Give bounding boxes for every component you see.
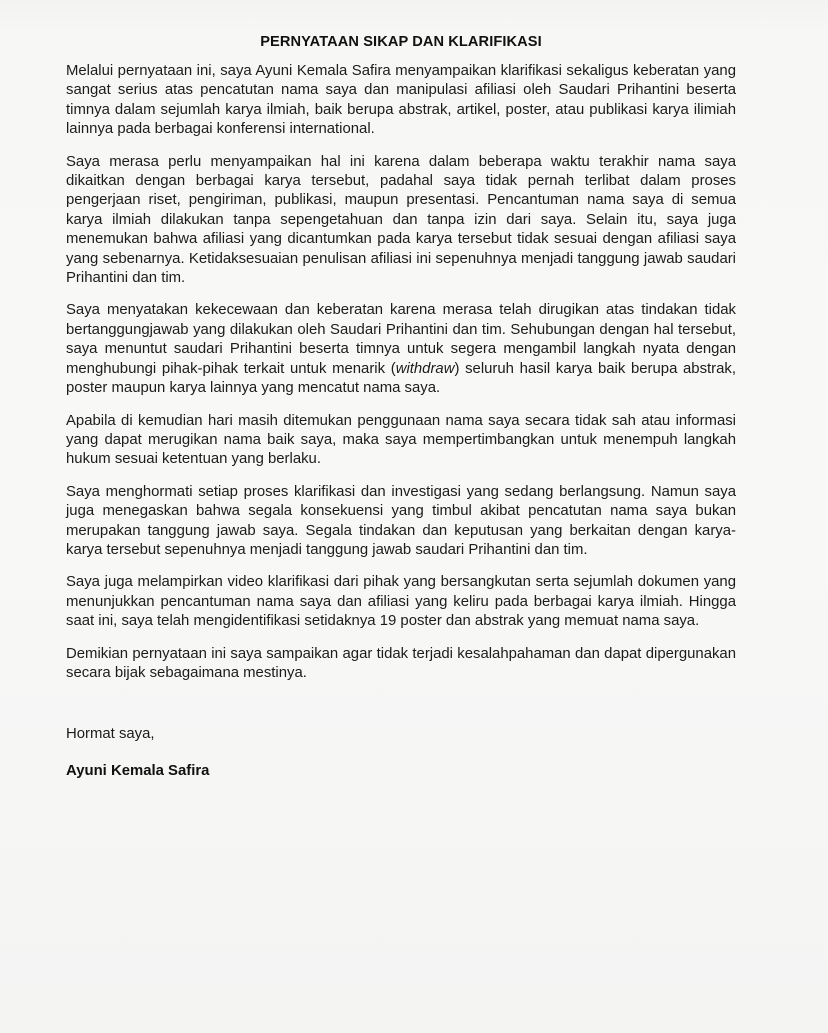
- paragraph-conclusion: Demikian pernyataan ini saya sampaikan agar tidak terjadi kesalahpahaman dan dapat dipergunakan secara bijak sebagaimana mestinya.: [66, 645, 736, 681]
- paragraph-demand: [66, 301, 736, 398]
- paragraph-attachments: Saya juga melampirkan video klarifikasi dari pihak yang bersangkutan serta sejumlah dokumen yang menunjukkan pencantuman nama saya dan afiliasi yang keliru pada berbagai karya ilmiah. Hingga saat ini, saya telah mengidentifikasi setidaknya 19 poster dan abstrak yang memuat nama saya.: [66, 574, 736, 630]
- paragraph-demand-emphasis: withdraw: [395, 360, 455, 377]
- document-title: PERNYATAAN SIKAP DAN KLARIFIKASI: [260, 34, 542, 50]
- paragraph-background: Saya merasa perlu menyampaikan hal ini karena dalam beberapa waktu terakhir nama saya dikaitkan dengan berbagai karya tersebut, padahal saya tidak pernah terlibat dalam proses pengerjaan riset, pengiriman, publikasi, maupun presentasi. Pencantuman nama saya di semua karya ilmiah dilakukan tanpa sepengetahuan dan tanpa izin dari saya. Selain itu, saya juga menemukan bahwa afiliasi yang dicantumkan pada karya tersebut tidak sesuai dengan afiliasi saya yang sebenarnya. Ketidaksesuaian penulisan afiliasi ini sepenuhnya menjadi tanggung jawab saudari Prihantini dan tim.: [66, 153, 736, 287]
- paragraph-intro: Melalui pernyataan ini, saya Ayuni Kemala Safira menyampaikan klarifikasi sekaligus keberatan yang sangat serius atas pencatutan nama saya dan manipulasi afiliasi oleh Saudari Prihantini beserta timnya dalam sejumlah karya ilmiah, baik berupa abstrak, artikel, poster, atau publikasi karya ilimiah lainnya pada berbagai konferensi international.: [66, 63, 736, 138]
- paragraph-responsibility: Saya menghormati setiap proses klarifikasi dan investigasi yang sedang berlangsung. Namun saya juga menegaskan bahwa segala konsekuensi yang timbul akibat pencatutan nama saya bukan merupakan tanggung jawab saya. Segala tindakan dan keputusan yang berkaitan dengan karya-karya tersebut sepenuhnya menjadi tanggung jawab saudari Prihantini dan tim.: [66, 483, 736, 558]
- document-body: [66, 34, 736, 781]
- signatory-name: Ayuni Kemala Safira: [66, 762, 210, 779]
- closing-salutation: Hormat saya,: [66, 726, 155, 743]
- paragraph-legal-warning: Apabila di kemudian hari masih ditemukan penggunaan nama saya secara tidak sah atau informasi yang dapat merugikan nama baik saya, maka saya mempertimbangkan untuk menempuh langkah hukum sesuai ketentuan yang berlaku.: [66, 412, 736, 468]
- paragraph-demand-text-before: Saya menyatakan kekecewaan dan keberatan karena merasa telah dirugikan atas tindakan tidak bertanggungjawab yang dilakukan oleh Saudari Prihantini dan tim. Sehubungan dengan hal tersebut, saya menuntut saudari Prihantini beserta timnya untuk segera mengambil langkah nyata dengan menghubungi pihak-pihak terkait untuk menarik (: [66, 302, 736, 377]
- paragraph-demand-text-after: ) seluruh hasil karya baik berupa abstrak, poster maupun karya lainnya yang mencatut nama saya.: [66, 360, 736, 397]
